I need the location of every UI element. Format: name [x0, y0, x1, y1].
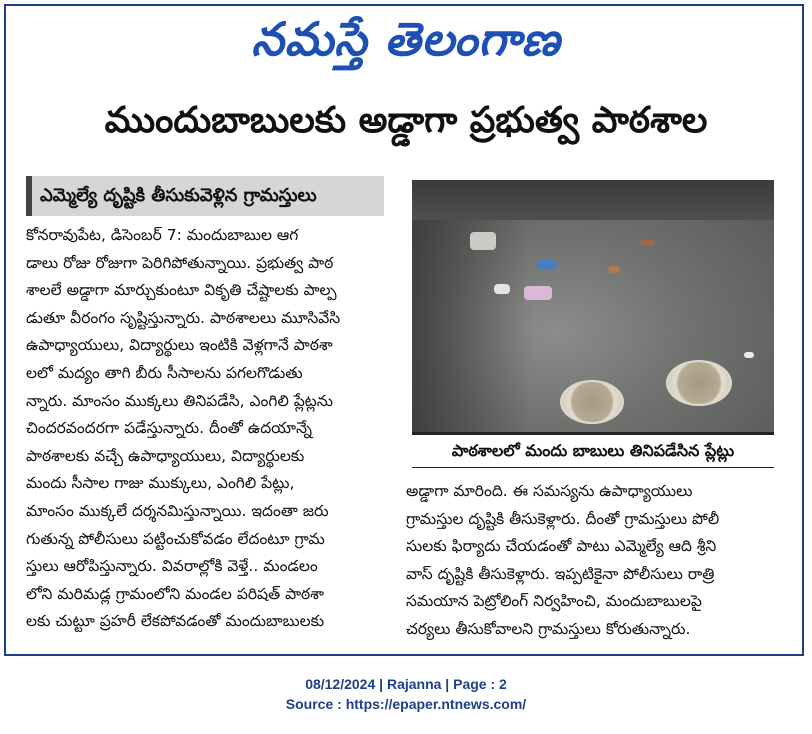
photo-wall: [412, 180, 774, 220]
body-line: మందు సీసాల గాజు ముక్కులు, ఎంగిలి పేట్లు,: [26, 474, 295, 493]
body-line: కోనరావుపేట, డిసెంబర్ 7: మందుబాబుల ఆగ: [26, 226, 299, 244]
footer-source-link[interactable]: Source : https://epaper.ntnews.com/: [285, 696, 527, 712]
body-line: సమయాన పెట్రోలింగ్ నిర్వహించి, మందుబాబులపై: [406, 592, 702, 611]
body-line: వాస్ దృష్టికి తీసుకెళ్లారు. ఇప్పటికైనా పోలీసులు రాత్రి: [406, 564, 715, 583]
litter-debris: [470, 232, 496, 250]
footer-date-edition: 08/12/2024 | Rajanna | Page : 2: [305, 676, 507, 692]
body-line: పాఠశాలకు వచ్చే ఉపాధ్యాయులు, విద్యార్థులకు: [26, 446, 305, 465]
body-line: లలో మద్యం తాగి బీరు సీసాలను పగలగొడుతు: [26, 363, 303, 382]
body-line: లోని మరిమడ్ల గ్రామంలోని మండల పరిషత్ పాఠశా: [26, 584, 324, 603]
body-line: చర్యలు తీసుకోవాలని గ్రామస్తులు కోరుతున్నారు.: [406, 619, 691, 638]
newspaper-masthead: నమస్తే తెలంగాణ: [251, 12, 561, 66]
body-line: చిందరవందరగా పడేస్తున్నారు. దీంతో ఉదయాన్నే: [26, 419, 313, 438]
body-line: గ్రామస్తుల దృష్టికి తీసుకెళ్లారు. దీంతో గ్రామస్తులు పోలీ: [406, 509, 720, 528]
litter-debris: [640, 240, 654, 246]
body-line: ఉపాధ్యాయులు, విద్యార్థులు ఇంటికి వెళ్లగానే పాఠశా: [26, 336, 333, 355]
article-body-left: [26, 222, 392, 636]
body-line: స్తులు ఆరోపిస్తున్నారు. వివరాల్లోకి వెళ్తే.. మండలం: [26, 557, 318, 576]
photo-shadow: [412, 220, 532, 432]
body-line: లకు చుట్టూ ప్రహరీ లేకపోవడంతో మందుబాబులకు: [26, 612, 325, 631]
body-line: శాలలే అడ్డాగా మార్చుకుంటూ వికృతి చేష్టాలకు పాల్ప: [26, 281, 337, 300]
litter-debris: [744, 352, 754, 358]
plate: [666, 360, 732, 406]
body-line: సులకు ఫిర్యాదు చేయడంతో పాటు ఎమ్మెల్యే ఆది శ్రీని: [406, 537, 717, 556]
article-kicker: ఎమ్మెల్యే దృష్టికి తీసుకువెళ్లిన గ్రామస్తులు: [26, 176, 384, 216]
body-line: డుతూ వీరంగం సృష్టిస్తున్నారు. పాఠశాలలు మూసివేసి: [26, 308, 341, 327]
body-line: డాలు రోజు రోజుగా పెరిగిపోతున్నాయి. ప్రభుత్వ పాఠ: [26, 253, 334, 272]
litter-debris: [524, 286, 552, 300]
litter-debris: [494, 284, 510, 294]
source-footer: [0, 674, 812, 714]
body-line: న్నారు. మాంసం ముక్కలు తినిపడేసి, ఎంగిలి ప్లేట్లను: [26, 391, 333, 410]
article-photo: [412, 180, 774, 432]
photo-caption: పాఠశాలలో మందు బాబులు తినిపడేసిన ప్లేట్లు: [412, 432, 774, 468]
body-line: మాంసం ముక్కలే దర్శనమిస్తున్నాయి. ఇదంతా జరు: [26, 501, 329, 520]
litter-debris: [537, 260, 557, 270]
article-headline: ముందుబాబులకు అడ్డాగా ప్రభుత్వ పాఠశాల: [104, 100, 708, 141]
body-line: గుతున్న పోలీసులు పట్టించుకోవడం లేదంటూ గ్రామ: [26, 529, 325, 548]
litter-debris: [608, 266, 620, 273]
plate: [560, 380, 624, 424]
article-body-right: [406, 478, 774, 644]
body-line: అడ్డాగా మారింది. ఈ సమస్యను ఉపాధ్యాయులు: [406, 482, 693, 500]
